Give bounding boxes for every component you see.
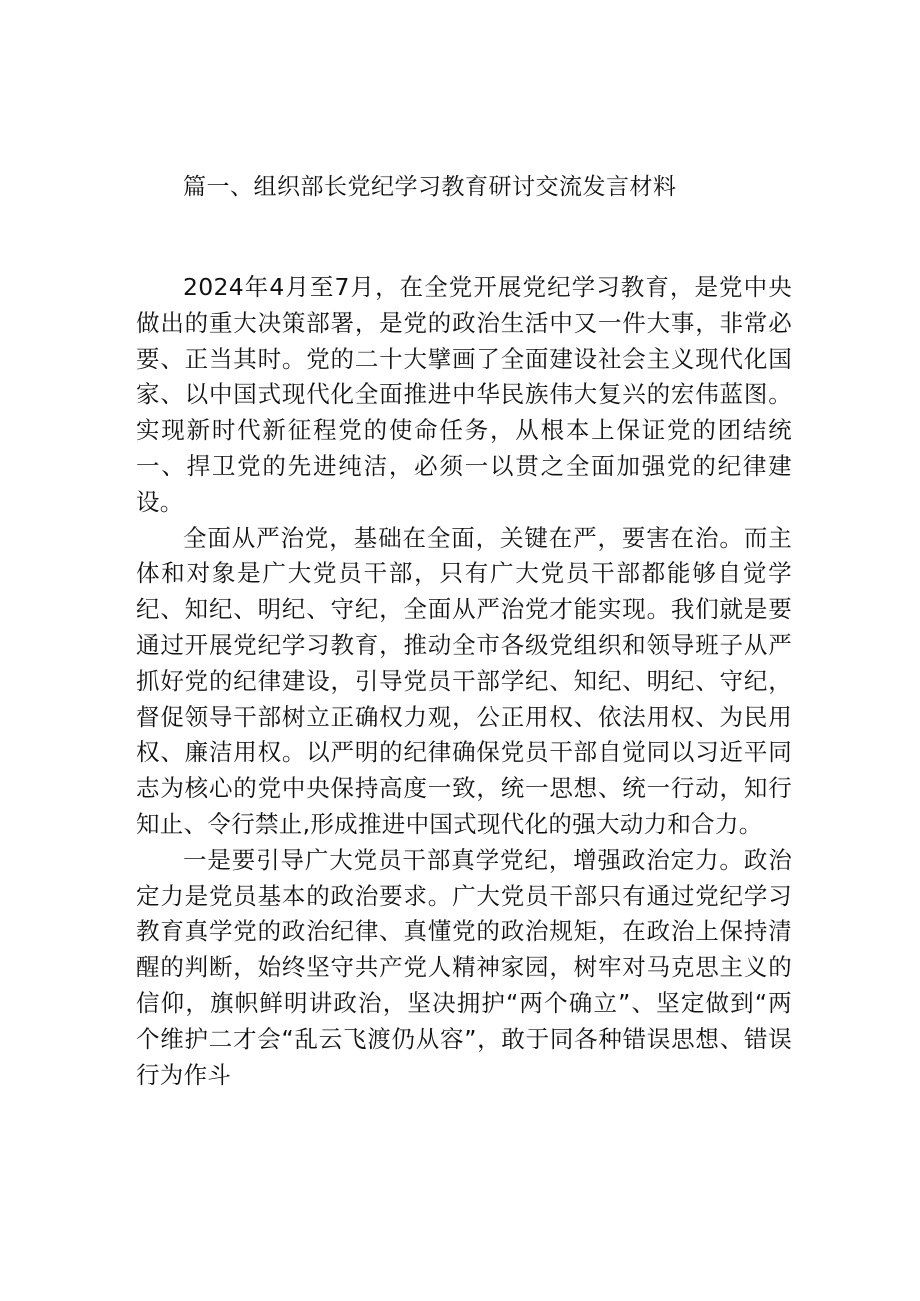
paragraph-3: 一是要引导广大党员干部真学党纪，增强政治定力。政治定力是党员基本的政治要求。广大党员干部只有通过党纪学习教育真学党的政治纪律、真懂党的政治规矩，在政治上保持清醒的判断，始终坚守共产党人精神家园，树牢对马克思主义的信仰，旗帜鲜明讲政治，坚决拥护“两个确立”、坚定做到“两个维护二才会“乱云飞渡仍从容”，敢于同各种错误思想、错误行为作斗 (136, 845, 792, 1089)
paragraph-1: 2024年4月至7月，在全党开展党纪学习教育，是党中央做出的重大决策部署，是党的政治生活中又一件大事，非常必要、正当其时。党的二十大擘画了全面建设社会主义现代化国家、以中国式现代化全面推进中华民族伟大复兴的宏伟蓝图。实现新时代新征程党的使命任务，从根本上保证党的团结统一、捍卫党的先进纯洁，必须一以贯之全面加强党的纪律建设。 (136, 273, 792, 516)
document-title: 篇一、组织部长党纪学习教育研讨交流发言材料 (183, 174, 677, 200)
document-body (136, 270, 792, 1093)
paragraph-2: 全面从严治党，基础在全面，关键在严，要害在治。而主体和对象是广大党员干部，只有广大党员干部都能够自觉学纪、知纪、明纪、守纪，全面从严治党才能实现。我们就是要通过开展党纪学习教育，推动全市各级党组织和领导班子从严抓好党的纪律建设，引导党员干部学纪、知纪、明纪、守纪，督促领导干部树立正确权力观，公正用权、依法用权、为民用权、廉洁用权。以严明的纪律确保党员干部自觉同以习近平同志为核心的党中央保持高度一致，统一思想、统一行动，知行知止、令行禁止,形成推进中国式现代化的强大动力和合力。 (136, 523, 792, 838)
